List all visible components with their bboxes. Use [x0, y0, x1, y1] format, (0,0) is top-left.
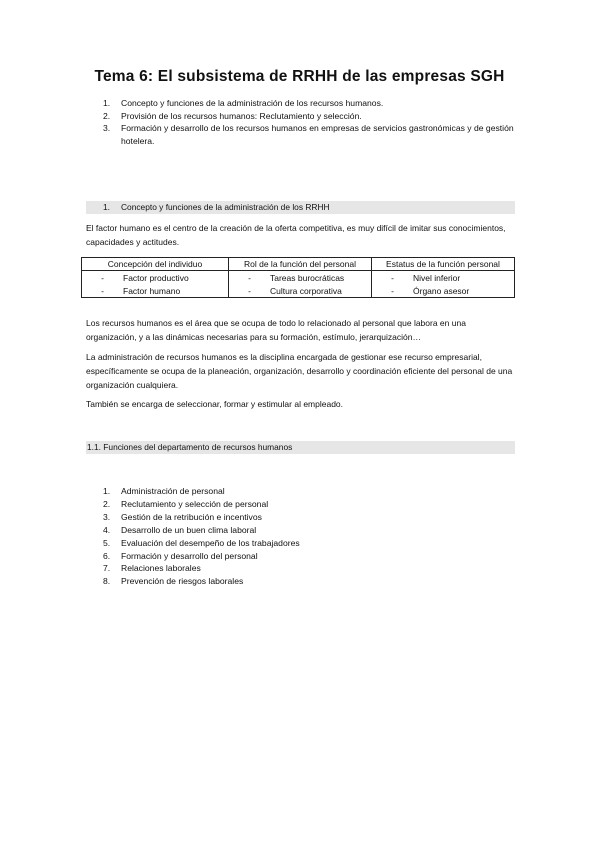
body-paragraph: La administración de recursos humanos es la disciplina encargada de gestionar ese recurso empresarial, específicamente se ocupa de la planeación, organización, desarrollo y coordinación eficiente del personal de una organización cualquiera.: [86, 352, 513, 390]
list-item-number: 7.: [103, 563, 111, 574]
table-cell: [229, 284, 372, 298]
list-item-number: 5.: [103, 537, 111, 548]
table-cell-text: Órgano asesor: [413, 285, 470, 296]
list-item-text: Evaluación del desempeño de los trabajadores: [121, 537, 300, 548]
section-heading-text: 1.1. Funciones del departamento de recursos humanos: [87, 442, 293, 452]
table-cell-text: Factor productivo: [123, 272, 189, 283]
toc-item: [103, 97, 523, 110]
toc-item: [103, 110, 523, 123]
toc-item-text: Provisión de los recursos humanos: Reclutamiento y selección.: [121, 110, 362, 121]
bullet-dash: -: [391, 272, 394, 283]
toc-item-text: Formación y desarrollo de los recursos humanos en empresas de servicios gastronómicas y de gestión hotelera.: [121, 123, 514, 146]
list-item-text: Administración de personal: [121, 486, 225, 496]
table-cell: [372, 284, 515, 298]
list-item: [103, 485, 300, 498]
toc-item-number: 1.: [103, 98, 111, 108]
list-item-text: Gestión de la retribución e incentivos: [121, 511, 262, 522]
list-item-text: Relaciones laborales: [121, 563, 201, 574]
table-header: Rol de la función del personal: [229, 258, 372, 271]
list-item: [103, 537, 300, 550]
toc-item-number: 3.: [103, 123, 111, 134]
table-cell: [372, 271, 515, 285]
list-item-text: Formación y desarrollo del personal: [121, 550, 258, 561]
section-heading-1-1: [86, 441, 515, 454]
list-item-number: 8.: [103, 576, 111, 587]
table-cell-text: Tareas burocráticas: [270, 272, 345, 283]
list-item: [103, 550, 300, 563]
list-item-number: 1.: [103, 486, 111, 496]
bullet-dash: -: [101, 272, 104, 283]
toc-item-number: 2.: [103, 110, 111, 121]
list-item-text: Reclutamiento y selección de personal: [121, 498, 269, 509]
functions-list: [103, 485, 300, 588]
table-cell: [229, 271, 372, 285]
body-paragraph: También se encarga de seleccionar, formar y estimular al empleado.: [86, 399, 344, 409]
table-cell-text: Cultura corporativa: [270, 285, 342, 296]
list-item-number: 4.: [103, 524, 111, 535]
table-cell-text: Factor humano: [123, 285, 181, 296]
bullet-dash: -: [101, 285, 104, 296]
table-row: [82, 284, 515, 298]
intro-paragraph: El factor humano es el centro de la creación de la oferta competitiva, es muy difícil de imitar sus conocimientos, capacidades y actitudes.: [86, 223, 506, 247]
table-header: Estatus de la función personal: [372, 258, 515, 271]
list-item: [103, 562, 300, 575]
table-cell-text: Nivel inferior: [413, 272, 461, 283]
list-item-number: 3.: [103, 511, 111, 522]
body-paragraph: Los recursos humanos es el área que se ocupa de todo lo relacionado al personal que labora en una organización, y a las dinámicas necesarias para su formación, estímulo, jerarquización…: [86, 318, 466, 342]
list-item: [103, 575, 300, 588]
table-row: [82, 271, 515, 285]
toc-item: [103, 122, 523, 147]
list-item-number: 2.: [103, 498, 111, 509]
list-item-text: Prevención de riesgos laborales: [121, 576, 244, 587]
document-title: Tema 6: El subsistema de RRHH de las empresas SGH: [94, 68, 505, 85]
toc-item-text: Concepto y funciones de la administración de los recursos humanos.: [121, 98, 384, 108]
section-number: 1.: [103, 202, 110, 212]
table-cell: [82, 284, 229, 298]
list-item-number: 6.: [103, 550, 111, 561]
concept-table: [81, 257, 515, 298]
section-heading-1: [86, 201, 515, 214]
list-item: [103, 498, 300, 511]
bullet-dash: -: [248, 285, 251, 296]
table-of-contents: [103, 97, 523, 147]
list-item-text: Desarrollo de un buen clima laboral: [121, 524, 257, 535]
table-header: Concepción del individuo: [82, 258, 229, 271]
bullet-dash: -: [248, 272, 251, 283]
section-heading-text: Concepto y funciones de la administración de los RRHH: [121, 202, 330, 212]
list-item: [103, 524, 300, 537]
table-cell: [82, 271, 229, 285]
list-item: [103, 511, 300, 524]
bullet-dash: -: [391, 285, 394, 296]
table-header-row: [82, 258, 515, 271]
